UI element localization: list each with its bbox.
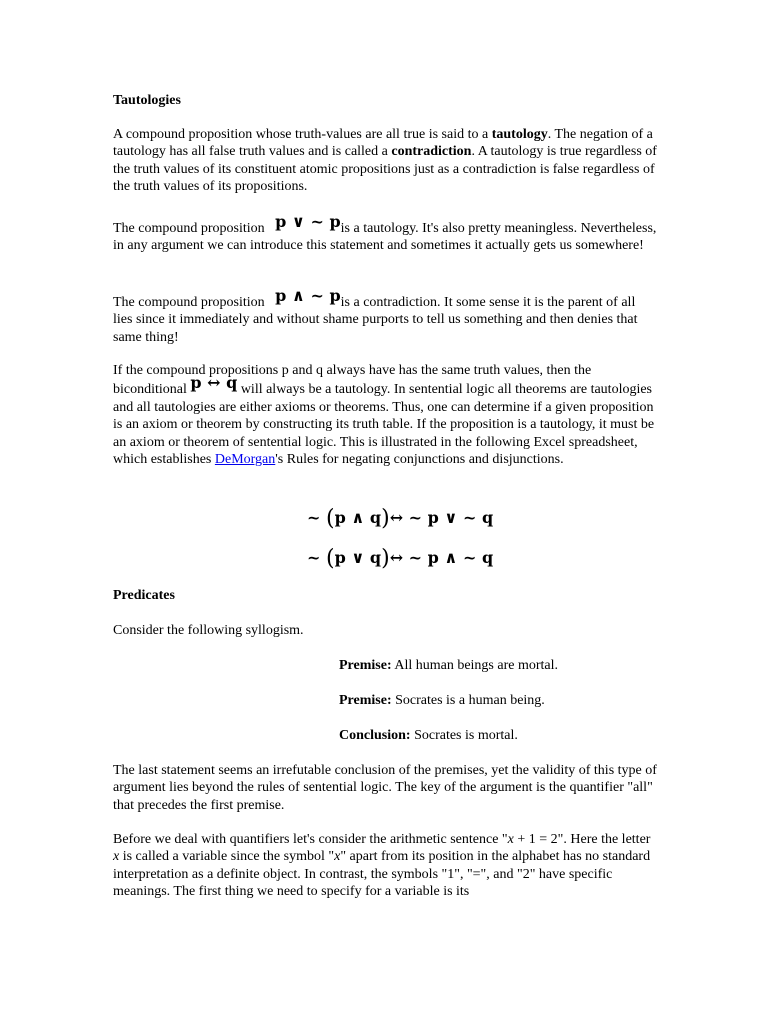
eq-rest: ↔ ~ p ∧ ~ q [389,548,494,567]
text-run: 's Rules for negating conjunctions and disjunctions. [275,452,564,468]
eq-neg: ~ [307,508,321,527]
paragraph-contradiction-example [113,286,658,346]
text-run: . The negation of a tautology has all false truth values and is called a [113,127,653,160]
section-heading-tautologies: Tautologies [113,93,181,108]
text-run: will always be a tautology. In sentential logic all theorems are tautologies and all tautologies are either axioms or theorems. Thus, one can determine if a given proposition is an axiom or theorem by constructing its truth table. If the proposition is a tautology, it must be an axiom or theorem of sentential logic. This is illustrated in the following Excel spreadsheet, which establishes [113,382,655,468]
text-run: + 1 = 2". Here the letter [513,832,651,847]
variable-x: x [507,832,514,847]
variable-x: x [113,849,120,865]
equation-demorgan-1 [307,504,493,529]
formula-p-or-not-p: p ∨ ~ p [275,212,341,231]
section-heading-predicates: Predicates [113,588,175,603]
eq-neg: ~ [307,548,321,567]
text-run: is called a variable since the symbol " [119,849,335,865]
eq-inner: p ∨ q [334,548,382,567]
text-run: If the compound propositions p and q always have has the same truth values, then the biconditional [113,363,592,398]
eq-paren-open: ( [325,506,335,531]
text-run: The compound proposition [113,221,269,236]
link-demorgan[interactable]: DeMorgan [214,452,276,468]
paragraph-quantifier: The last statement seems an irrefutable conclusion of the premises, yet the validity of this type of argument lies beyond the rules of sentential logic. The key of the argument is the quantifier "all" that precedes the first premise. [113,763,657,813]
term-tautology: tautology [491,127,548,142]
eq-paren-close: ) [381,506,390,531]
eq-paren-close: ) [381,546,390,571]
paragraph-variables [113,831,658,901]
eq-inner: p ∧ q [334,508,382,527]
premise-label: Premise: [339,693,392,708]
paragraph-syllogism-intro: Consider the following syllogism. [113,623,304,638]
premise-1 [339,657,558,674]
paragraph-tautology-definition [113,126,658,196]
eq-paren-open: ( [325,546,335,571]
eq-rest: ↔ ~ p ∨ ~ q [389,508,494,527]
text-run: is a tautology. It's also pretty meaningless. Nevertheless, in any argument we can introduce this statement and sometimes it actually gets us somewhere! [113,221,657,254]
premise-text: All human beings are mortal. [391,658,559,673]
paragraph-tautology-example [113,212,658,255]
formula-biconditional: p ↔ q [190,373,238,393]
premise-label: Premise: [339,658,392,673]
text-run: . A tautology is true regardless of the truth values of its constituent atomic propositions just as a contradiction is false regardless of the truth values of its propositions. [113,144,657,195]
text-run: The compound proposition [113,295,269,310]
conclusion-label: Conclusion: [339,728,411,743]
text-run: " apart from its position in the alphabet has no standard interpretation as a definite object. In contrast, the symbols "1", "=", and "2" have specific meanings. The first thing we need to specify for a variable is its [113,849,651,900]
text-run: is a contradiction. It some sense it is the parent of all lies since it immediately and without shame purports to tell us something and then denies that same thing! [113,295,638,345]
text-run: Before we deal with quantifiers let's consider the arithmetic sentence " [113,832,508,847]
premise-2 [339,692,545,709]
term-contradiction: contradiction [391,144,472,160]
formula-p-and-not-p: p ∧ ~ p [275,286,341,305]
conclusion-text: Socrates is mortal. [410,728,518,743]
variable-x: x [334,849,341,865]
equation-demorgan-2 [307,544,493,569]
paragraph-biconditional [113,362,658,468]
premise-text: Socrates is a human being. [391,693,545,708]
conclusion [339,727,518,744]
text-run: A compound proposition whose truth-values are all true is said to a [113,127,492,142]
